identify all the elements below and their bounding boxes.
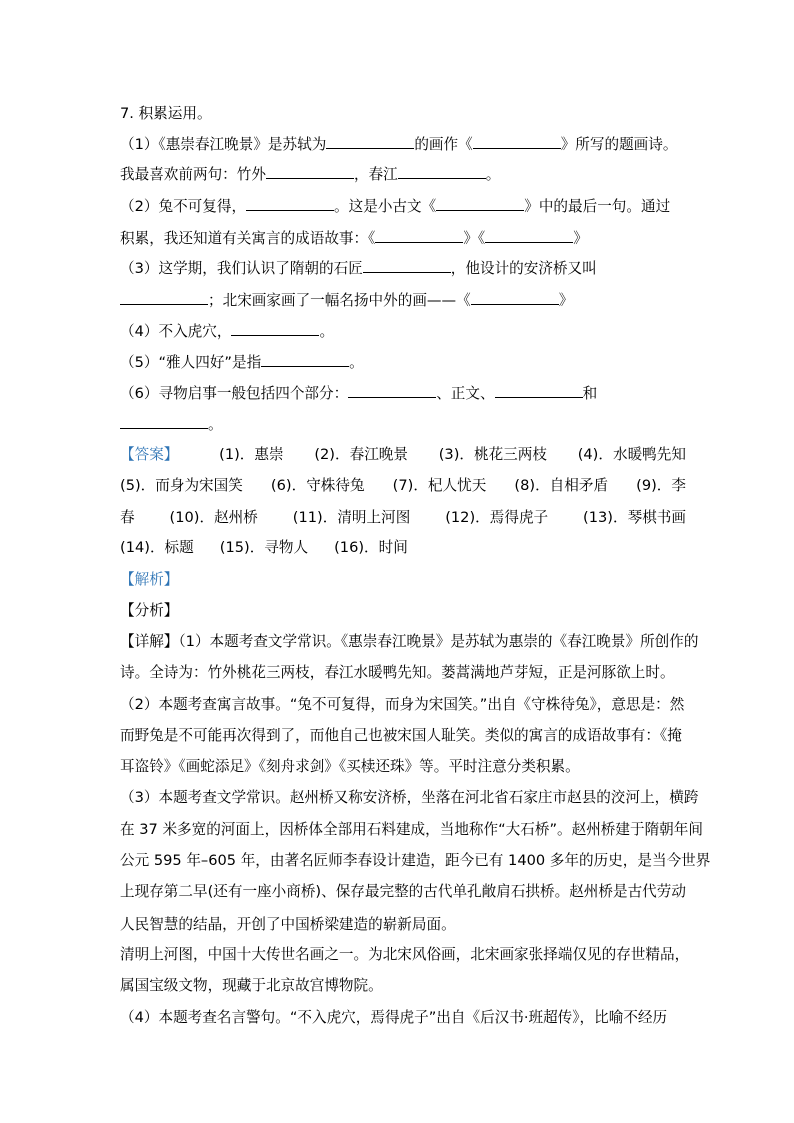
answer-item: (12)．焉得虎子	[445, 509, 549, 526]
answer-blank[interactable]	[231, 321, 319, 336]
answer-line	[120, 445, 686, 465]
answer-label: 【答案】	[120, 446, 179, 463]
analysis-text: （2）本题考查寓言故事。“兔不可复得，而身为宋国笑。”出自《守株待兔》，意思是：然	[120, 696, 685, 713]
answer-item: (9)．李	[636, 477, 686, 494]
answer-blank[interactable]	[495, 383, 583, 398]
analysis-text: 属国宝级文物，现藏于北京故宫博物院。	[120, 977, 383, 994]
question-text: 和	[582, 385, 598, 402]
answer-blank[interactable]	[348, 383, 436, 398]
answer-item: (15)．寻物人	[219, 539, 309, 556]
question-line	[120, 321, 686, 341]
answer-blank[interactable]	[120, 290, 208, 305]
question-line	[120, 134, 686, 154]
question-text: （3）这学期，我们认识了隋朝的石匠	[120, 260, 363, 277]
question-text: 的画作《	[414, 136, 473, 153]
answer-blank[interactable]	[246, 196, 334, 211]
analysis-line	[120, 663, 686, 683]
question-text: （1）《惠崇春江晚景》是苏轼为	[120, 136, 327, 153]
analysis-text: 在 37 米多宽的河面上，因桥体全部用石料建成，当地称作“大石桥”。赵州桥建于隋朝年间	[120, 821, 703, 838]
analysis-label	[120, 570, 686, 590]
answer-item: (5)．而身为宋国笑	[120, 477, 243, 494]
answer-item: (16)．时间	[334, 539, 408, 556]
answer-item: (3)．桃花三两枝	[438, 446, 547, 463]
question-text: 。	[319, 323, 335, 340]
question-text: ；北宋画家画了一幅名扬中外的画——《	[208, 292, 471, 309]
answer-blank[interactable]	[436, 196, 524, 211]
question-text: ，春江	[353, 166, 398, 183]
answer-item: (14)．标题	[120, 539, 194, 556]
answer-item: (8)．自相矛盾	[514, 477, 609, 494]
answer-item: (11)．清明上河图	[292, 509, 411, 526]
answer-line	[120, 508, 686, 528]
answer-item: (2)．春江晚景	[314, 446, 408, 463]
question-text: 。	[208, 416, 223, 433]
answer-blank[interactable]	[375, 228, 463, 243]
question-line	[120, 196, 686, 216]
analysis-line	[120, 757, 686, 777]
analysis-line	[120, 788, 699, 808]
analysis-text: （3）本题考查文学常识。赵州桥又称安济桥，坐落在河北省石家庄市赵县的洨河上，横跨	[120, 789, 699, 806]
analysis-line	[120, 695, 686, 715]
question-text: （6）寻物启事一般包括四个部分：	[120, 385, 349, 402]
answer-line	[120, 538, 686, 558]
answer-item: (1)．惠崇	[219, 446, 284, 463]
answer-blank[interactable]	[363, 258, 451, 273]
question-text: 。	[349, 354, 364, 371]
analysis-text: 耳盗铃》《画蛇添足》《刻舟求剑》《买椟还珠》等。平时注意分类积累。	[120, 758, 580, 775]
analysis-line	[120, 915, 686, 935]
answer-blank[interactable]	[326, 134, 414, 149]
answer-item: (10)．赵州桥	[169, 509, 258, 526]
analysis-sub-label	[120, 601, 686, 621]
analysis-text: 人民智慧的结晶，开创了中国桥梁建造的崭新局面。	[120, 916, 456, 933]
question-line	[120, 258, 686, 278]
answer-item: 春	[120, 509, 135, 526]
question-line	[120, 290, 686, 310]
analysis-sub-label-text: 【分析】	[120, 602, 179, 619]
answer-item: (7)．杞人忧天	[392, 477, 487, 494]
question-line	[120, 352, 686, 372]
question-text: 》《	[463, 230, 486, 247]
question-text: （4）不入虎穴，	[120, 323, 232, 340]
analysis-text: 清明上河图，中国十大传世名画之一。为北宋风俗画，北宋画家张择端仅见的存世精品，	[120, 946, 690, 963]
question-line	[120, 164, 686, 184]
answer-blank[interactable]	[266, 164, 354, 179]
answer-item: (6)．守株待兔	[270, 477, 365, 494]
question-line	[120, 228, 686, 248]
question-text: （2）兔不可复得，	[120, 198, 247, 215]
analysis-line	[120, 820, 703, 840]
analysis-text: 而野兔是不可能再次得到了，而他自己也被宋国人耻笑。类似的寓言的成语故事有：《掩	[120, 727, 682, 744]
question-text: 。这是小古文《	[334, 198, 437, 215]
question-line	[120, 383, 686, 403]
question-text: 、正文、	[436, 385, 495, 402]
question-text: 我最喜欢前两句：竹外	[120, 166, 266, 183]
analysis-text: 【详解】（1）本题考查文学常识。《惠崇春江晚景》是苏轼为惠崇的《春江晚景》所创作的	[120, 633, 699, 650]
analysis-line	[120, 1008, 686, 1028]
answer-item: (13)．琴棋书画	[583, 509, 686, 526]
question-title-text: 7. 积累运用。	[120, 105, 212, 122]
question-title	[120, 104, 686, 124]
answer-item: (4)．水暖鸭先知	[577, 446, 686, 463]
answer-blank[interactable]	[120, 414, 208, 429]
answer-blank[interactable]	[471, 290, 559, 305]
analysis-line	[120, 726, 686, 746]
question-line	[120, 414, 686, 434]
question-text: 。	[485, 166, 501, 183]
analysis-line	[120, 632, 699, 652]
question-text: 积累，我还知道有关寓言的成语故事：《	[120, 230, 376, 247]
analysis-text: 公元 595 年–605 年，由著名匠师李春设计建造，距今已有 1400 多年的历史，是当今世界	[120, 852, 711, 869]
answer-blank[interactable]	[261, 352, 349, 367]
answer-line	[120, 476, 686, 496]
question-text: 》中的最后一句。通过	[524, 198, 671, 215]
analysis-label-text: 【解析】	[120, 571, 179, 588]
analysis-line	[120, 851, 711, 871]
question-text: （5）“雅人四好”是指	[120, 354, 262, 371]
analysis-line	[120, 976, 686, 996]
answer-blank[interactable]	[485, 228, 573, 243]
analysis-text: （4）本题考查名言警句。“不入虎穴，焉得虎子”出自《后汉书·班超传》，比喻不经历	[120, 1009, 668, 1026]
analysis-line	[120, 882, 686, 902]
answer-blank[interactable]	[473, 134, 561, 149]
analysis-line	[120, 945, 690, 965]
question-text: 》所写的题画诗。	[560, 136, 678, 153]
analysis-text: 上现存第二早(还有一座小商桥)、保存最完整的古代单孔敞肩石拱桥。赵州桥是古代劳动	[120, 883, 686, 900]
question-text: 》	[558, 292, 574, 309]
question-text: ，他设计的安济桥又叫	[450, 260, 597, 277]
analysis-text: 诗。全诗为：竹外桃花三两枝，春江水暖鸭先知。蒌蒿满地芦芽短，正是河豚欲上时。	[120, 664, 675, 681]
question-text: 》	[573, 230, 588, 247]
answer-blank[interactable]	[398, 164, 486, 179]
